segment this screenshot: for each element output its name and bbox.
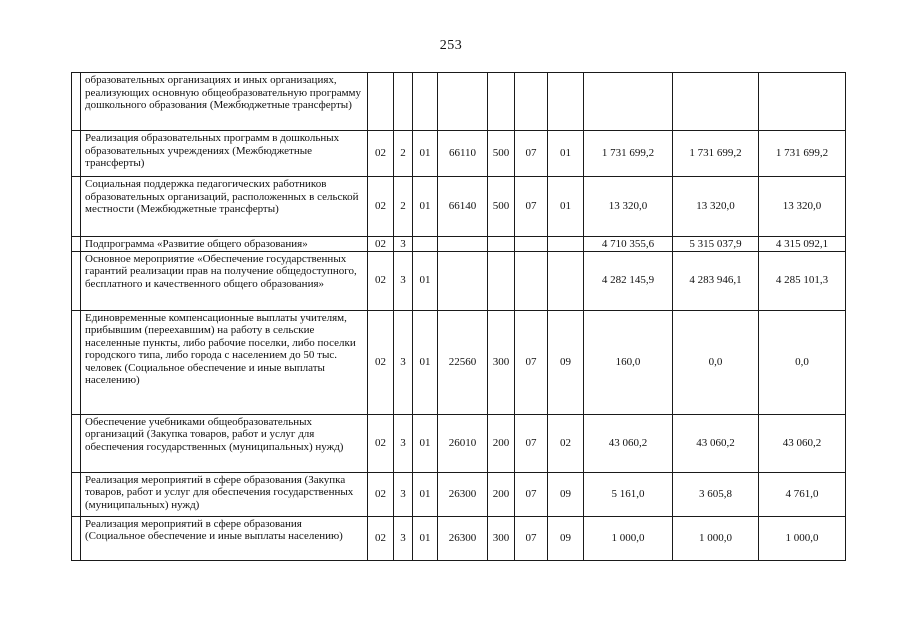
table-cell-subprogram: 2 bbox=[394, 177, 413, 237]
table-cell-program: 02 bbox=[368, 131, 394, 177]
table-cell-subprogram: 3 bbox=[394, 251, 413, 310]
table-cell-name: Социальная поддержка педагогических работников образовательных организаций, расположенных в сельской местности (Межбюджетные трансферты) bbox=[81, 177, 368, 237]
table-cell-name: Основное мероприятие «Обеспечение государственных гарантий реализации прав на получение общедоступного, бесплатного и качественного общего образования» bbox=[81, 251, 368, 310]
table-cell-amount-3 bbox=[759, 73, 846, 131]
table-cell-amount-2 bbox=[673, 73, 759, 131]
table-cell-subprogram: 3 bbox=[394, 310, 413, 414]
table-cell-name: Единовременные компенсационные выплаты учителям, прибывшим (переехавшим) на работу в сельские населенные пункты, либо рабочие поселки, либо поселки городского типа, либо города с населением до 50 тыс. человек (Социальное обеспечение и иные выплаты населению) bbox=[81, 310, 368, 414]
table-cell-direction bbox=[438, 73, 488, 131]
table-cell-program: 02 bbox=[368, 251, 394, 310]
table-cell-subprogram: 3 bbox=[394, 516, 413, 560]
table-cell-direction: 26300 bbox=[438, 516, 488, 560]
table-cell-expense-type: 500 bbox=[488, 131, 515, 177]
table-cell-name: Реализация мероприятий в сфере образования (Закупка товаров, работ и услуг для обеспечения государственных (муниципальных) нужд) bbox=[81, 472, 368, 516]
table-cell-subsection: 09 bbox=[548, 472, 584, 516]
table-cell-direction: 26300 bbox=[438, 472, 488, 516]
table-cell-amount-3: 4 761,0 bbox=[759, 472, 846, 516]
table-cell-amount-2: 5 315 037,9 bbox=[673, 237, 759, 252]
table-cell-amount-3: 0,0 bbox=[759, 310, 846, 414]
table-cell-subprogram: 3 bbox=[394, 414, 413, 472]
table-cell-empty bbox=[72, 516, 81, 560]
table-cell-amount-1: 1 000,0 bbox=[584, 516, 673, 560]
table-cell-empty bbox=[72, 251, 81, 310]
table-cell-empty bbox=[72, 237, 81, 252]
table-body bbox=[72, 73, 846, 561]
table-cell-expense-type bbox=[488, 73, 515, 131]
table-cell-direction: 26010 bbox=[438, 414, 488, 472]
table-cell-name: Обеспечение учебниками общеобразовательных организаций (Закупка товаров, работ и услуг для обеспечения государственных (муниципальных) нужд) bbox=[81, 414, 368, 472]
table-cell-section: 07 bbox=[515, 177, 548, 237]
table-cell-subsection: 02 bbox=[548, 414, 584, 472]
table-cell-program: 02 bbox=[368, 177, 394, 237]
table-cell-amount-2: 1 731 699,2 bbox=[673, 131, 759, 177]
table-cell-measure bbox=[413, 73, 438, 131]
table-cell-expense-type: 200 bbox=[488, 414, 515, 472]
table-cell-name: образовательных организациях и иных организациях, реализующих основную общеобразовательную программу дошкольного образования (Межбюджетные трансферты) bbox=[81, 73, 368, 131]
table-cell-measure: 01 bbox=[413, 414, 438, 472]
table-cell-expense-type bbox=[488, 237, 515, 252]
table-cell-subsection: 01 bbox=[548, 131, 584, 177]
table-cell-subsection: 09 bbox=[548, 516, 584, 560]
table-cell-amount-3: 4 315 092,1 bbox=[759, 237, 846, 252]
table-cell-amount-1: 4 710 355,6 bbox=[584, 237, 673, 252]
table-cell-direction bbox=[438, 237, 488, 252]
table-cell-amount-3: 1 731 699,2 bbox=[759, 131, 846, 177]
table-cell-subprogram: 2 bbox=[394, 131, 413, 177]
table-cell-section bbox=[515, 73, 548, 131]
table-cell-expense-type: 300 bbox=[488, 516, 515, 560]
table-cell-amount-3: 4 285 101,3 bbox=[759, 251, 846, 310]
table-cell-amount-3: 13 320,0 bbox=[759, 177, 846, 237]
table-cell-subsection: 09 bbox=[548, 310, 584, 414]
table-cell-section: 07 bbox=[515, 310, 548, 414]
table-cell-program: 02 bbox=[368, 237, 394, 252]
table-cell-subsection bbox=[548, 251, 584, 310]
table-cell-measure: 01 bbox=[413, 131, 438, 177]
table-cell-empty bbox=[72, 177, 81, 237]
table-cell-amount-3: 1 000,0 bbox=[759, 516, 846, 560]
table-cell-amount-2: 43 060,2 bbox=[673, 414, 759, 472]
table-cell-section: 07 bbox=[515, 516, 548, 560]
table-cell-amount-2: 13 320,0 bbox=[673, 177, 759, 237]
table-cell-measure: 01 bbox=[413, 177, 438, 237]
table-cell-measure: 01 bbox=[413, 251, 438, 310]
table-cell-program: 02 bbox=[368, 472, 394, 516]
table-cell-amount-1: 160,0 bbox=[584, 310, 673, 414]
table-cell-direction bbox=[438, 251, 488, 310]
table-cell-amount-1: 5 161,0 bbox=[584, 472, 673, 516]
table-cell-measure bbox=[413, 237, 438, 252]
table-cell-direction: 66110 bbox=[438, 131, 488, 177]
table-cell-subprogram: 3 bbox=[394, 472, 413, 516]
table-cell-direction: 66140 bbox=[438, 177, 488, 237]
table-cell-section: 07 bbox=[515, 131, 548, 177]
table-cell-measure: 01 bbox=[413, 516, 438, 560]
table-cell-expense-type: 500 bbox=[488, 177, 515, 237]
table-cell-expense-type: 200 bbox=[488, 472, 515, 516]
table-cell-direction: 22560 bbox=[438, 310, 488, 414]
table-cell-subsection bbox=[548, 237, 584, 252]
table-cell-subprogram bbox=[394, 73, 413, 131]
table-cell-name: Подпрограмма «Развитие общего образования» bbox=[81, 237, 368, 252]
table-cell-empty bbox=[72, 131, 81, 177]
table-cell-subsection bbox=[548, 73, 584, 131]
table-cell-amount-2: 4 283 946,1 bbox=[673, 251, 759, 310]
table-cell-program: 02 bbox=[368, 310, 394, 414]
table-cell-program: 02 bbox=[368, 516, 394, 560]
table-cell-measure: 01 bbox=[413, 310, 438, 414]
table-cell-name: Реализация мероприятий в сфере образования (Социальное обеспечение и иные выплаты населению) bbox=[81, 516, 368, 560]
table-cell-empty bbox=[72, 472, 81, 516]
table-cell-amount-2: 3 605,8 bbox=[673, 472, 759, 516]
table-cell-empty bbox=[72, 73, 81, 131]
table-cell-amount-1: 1 731 699,2 bbox=[584, 131, 673, 177]
table-cell-amount-2: 0,0 bbox=[673, 310, 759, 414]
table-cell-expense-type: 300 bbox=[488, 310, 515, 414]
table-cell-section: 07 bbox=[515, 472, 548, 516]
table-cell-section bbox=[515, 237, 548, 252]
table-cell-empty bbox=[72, 310, 81, 414]
table-cell-program: 02 bbox=[368, 414, 394, 472]
table-cell-section bbox=[515, 251, 548, 310]
table-cell-subsection: 01 bbox=[548, 177, 584, 237]
table-cell-amount-3: 43 060,2 bbox=[759, 414, 846, 472]
table-cell-subprogram: 3 bbox=[394, 237, 413, 252]
table-cell-amount-2: 1 000,0 bbox=[673, 516, 759, 560]
page-number: 253 bbox=[439, 38, 463, 53]
table-cell-amount-1: 43 060,2 bbox=[584, 414, 673, 472]
table-cell-empty bbox=[72, 414, 81, 472]
budget-table bbox=[71, 72, 846, 561]
table-cell-program bbox=[368, 73, 394, 131]
table-cell-name: Реализация образовательных программ в дошкольных образовательных учреждениях (Межбюджетные трансферты) bbox=[81, 131, 368, 177]
table-cell-section: 07 bbox=[515, 414, 548, 472]
table-cell-expense-type bbox=[488, 251, 515, 310]
table-cell-amount-1 bbox=[584, 73, 673, 131]
table-cell-amount-1: 4 282 145,9 bbox=[584, 251, 673, 310]
table-cell-amount-1: 13 320,0 bbox=[584, 177, 673, 237]
table-cell-measure: 01 bbox=[413, 472, 438, 516]
